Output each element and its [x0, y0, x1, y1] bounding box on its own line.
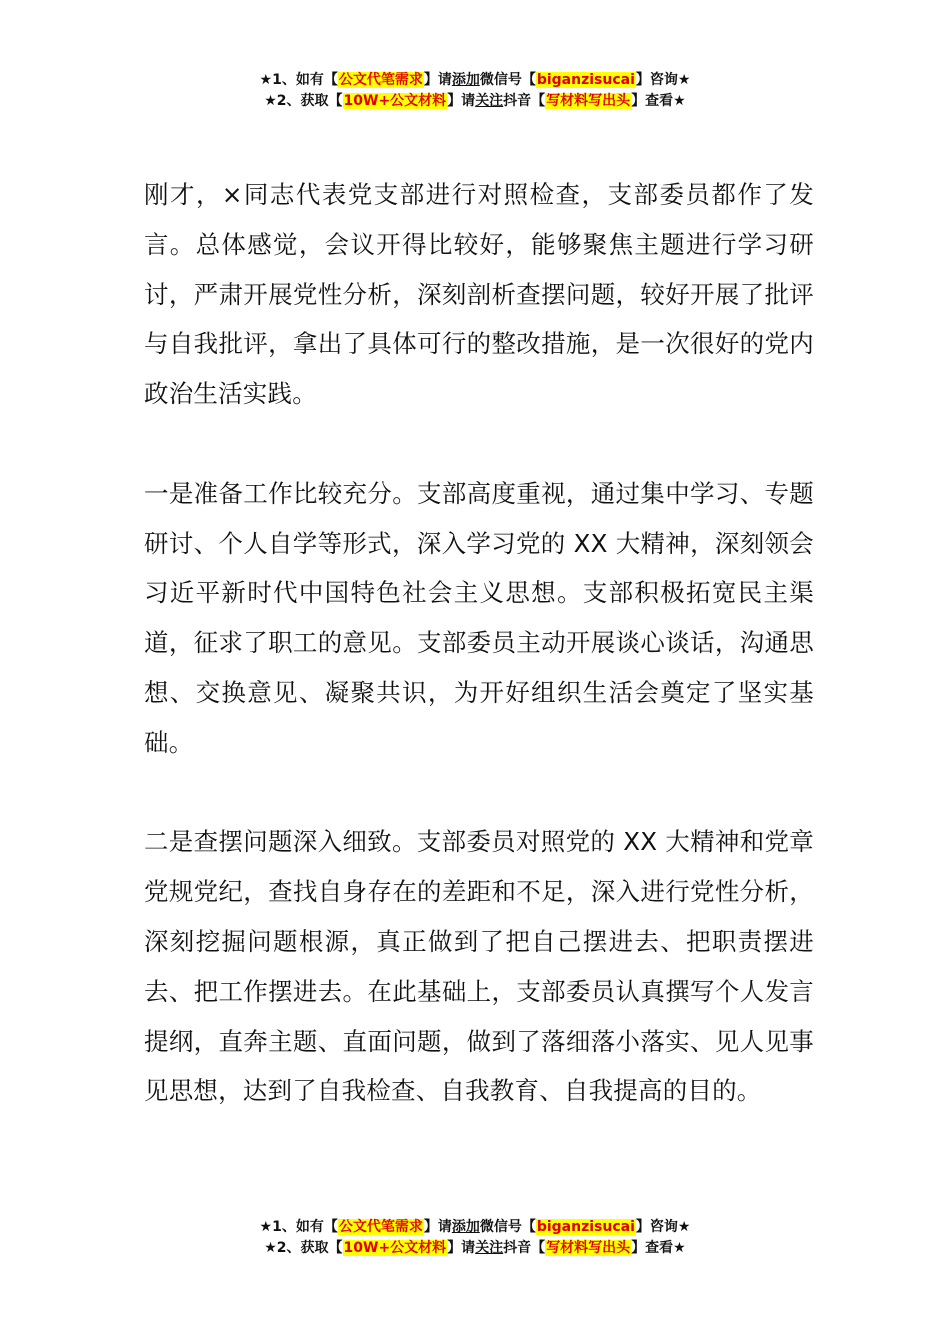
banner-text: ★1、如有【 [259, 1219, 338, 1235]
highlight-douyin-account: 写材料写出头 [546, 93, 631, 109]
banner-line-2 [0, 91, 950, 112]
highlight-ghostwriting: 公文代笔需求 [338, 72, 423, 88]
paragraph-intro: 刚才，×同志代表党支部进行对照检查，支部委员都作了发言。总体感觉，会议开得比较好，能够聚焦主题进行学习研讨，严肃开展党性分析，深刻剖析查摆问题，较好开展了批评与自我批评，拿出了具体可行的整改措施，是一次很好的党内政治生活实践。 [144, 180, 814, 409]
banner-line-1 [0, 1217, 950, 1238]
banner-text: 】查看★ [631, 93, 686, 109]
banner-text: 】请 [423, 72, 452, 88]
banner-text: 微信号【 [479, 72, 536, 88]
underlined-follow: 关注 [475, 93, 504, 109]
banner-text: 微信号【 [479, 1219, 536, 1235]
banner-text: 】咨询★ [635, 72, 691, 88]
footer-banner [0, 1217, 950, 1259]
banner-text: 】请 [447, 93, 476, 109]
document-body [144, 170, 814, 1166]
banner-text: 】查看★ [631, 1240, 686, 1256]
banner-line-1 [0, 70, 950, 91]
banner-text: ★2、获取【 [264, 93, 343, 109]
highlight-wechat-id: biganzisucai [536, 72, 635, 88]
highlight-ghostwriting: 公文代笔需求 [338, 1219, 423, 1235]
highlight-douyin-account: 写材料写出头 [546, 1240, 631, 1256]
banner-text: 抖音【 [503, 1240, 546, 1256]
header-banner [0, 70, 950, 112]
highlight-materials: 10W+公文材料 [343, 93, 447, 109]
banner-text: 抖音【 [503, 93, 546, 109]
paragraph-preparation: 一是准备工作比较充分。支部高度重视，通过集中学习、专题研讨、个人自学等形式，深入学习党的 XX 大精神，深刻领会习近平新时代中国特色社会主义思想。支部积极拓宽民主渠道，征求了职工的意见。支部委员主动开展谈心谈话，沟通思想、交换意见、凝聚共识，为开好组织生活会奠定了坚实基础。 [144, 478, 814, 757]
banner-text: 】咨询★ [635, 1219, 691, 1235]
highlight-wechat-id: biganzisucai [536, 1219, 635, 1235]
underlined-follow: 关注 [475, 1240, 504, 1256]
banner-text: ★2、获取【 [264, 1240, 343, 1256]
banner-text: ★1、如有【 [259, 72, 338, 88]
banner-text: 】请 [423, 1219, 452, 1235]
paragraph-problems: 二是查摆问题深入细致。支部委员对照党的 XX 大精神和党章党规党纪，查找自身存在的差距和不足，深入进行党性分析，深刻挖掘问题根源，真正做到了把自己摆进去、把职责摆进去、把工作摆进去。在此基础上，支部委员认真撰写个人发言提纲，直奔主题、直面问题，做到了落细落小落实、见人见事见思想，达到了自我检查、自我教育、自我提高的目的。 [144, 827, 814, 1106]
highlight-materials: 10W+公文材料 [343, 1240, 447, 1256]
underlined-add: 添加 [451, 1219, 480, 1235]
banner-line-2 [0, 1238, 950, 1259]
underlined-add: 添加 [451, 72, 480, 88]
banner-text: 】请 [447, 1240, 476, 1256]
